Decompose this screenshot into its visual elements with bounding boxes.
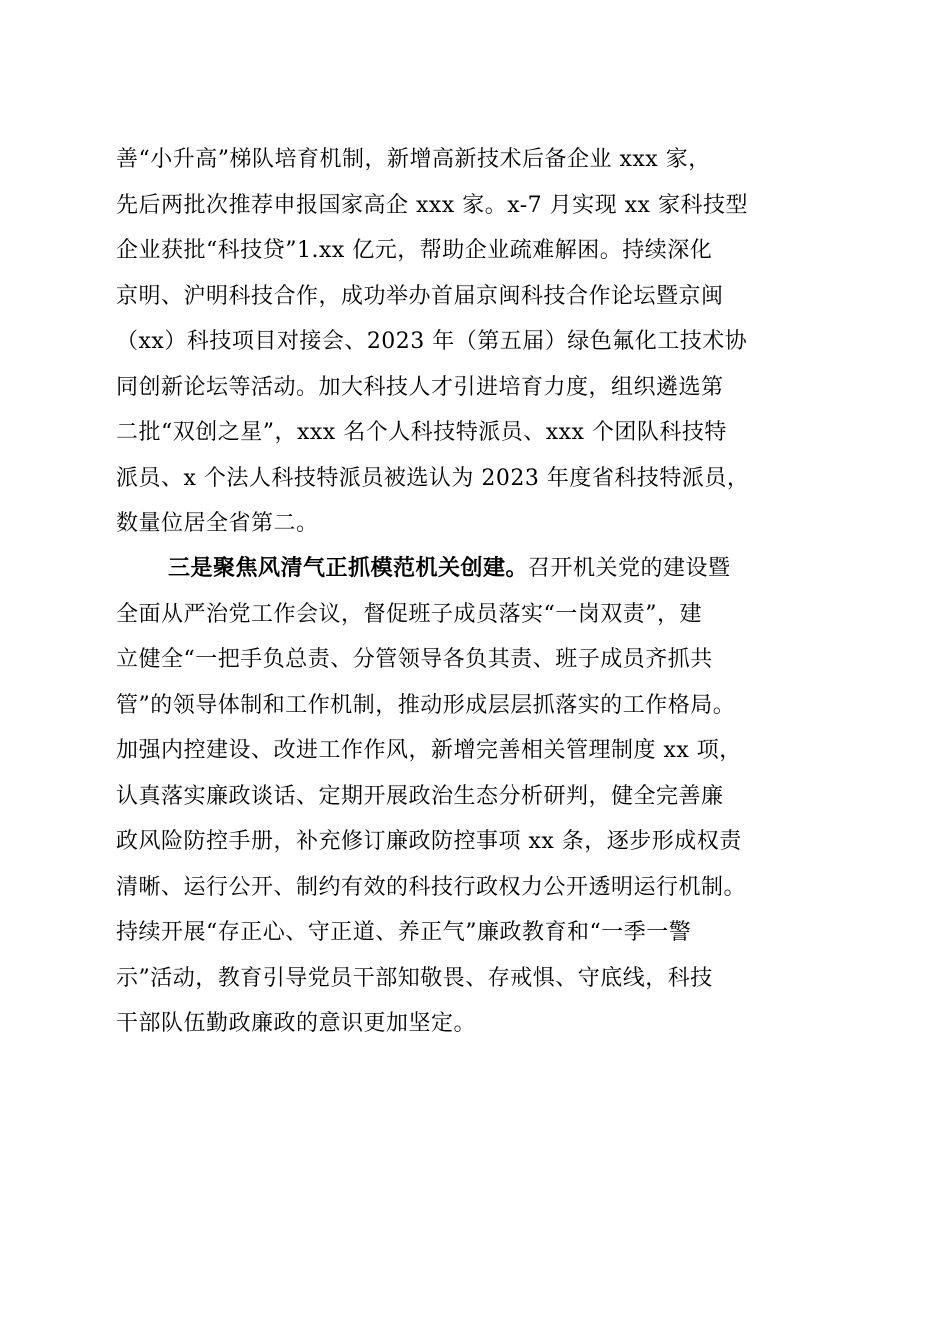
text-line: 认真落实廉政谈话、定期开展政治生态分析研判，健全完善廉	[116, 783, 724, 809]
text-line: 示”活动，教育引导党员干部知敬畏、存戒惧、守底线，科技	[116, 965, 713, 991]
paragraph-first-line	[116, 546, 836, 592]
text-line: 全面从严治党工作会议，督促班子成员落实“一岗双责”，建	[116, 601, 702, 627]
text-line: 干部队伍勤政廉政的意识更加坚定。	[116, 1011, 477, 1036]
text-line: 管”的领导体制和工作机制，推动形成层层抓落实的工作格局。	[116, 692, 736, 718]
text-line: 二批“双创之星”，xxx 名个人科技特派员、xxx 个团队科技特	[116, 420, 727, 445]
heading-continuation: 召开机关党的建设暨	[528, 556, 731, 581]
text-line: 同创新论坛等活动。加大科技人才引进培育力度，组织遴选第	[116, 374, 724, 400]
text-line: 清晰、运行公开、制约有效的科技行政权力公开透明运行机制。	[116, 874, 747, 900]
text-line: 先后两批次推荐申报国家高企 xxx 家。x-7 月实现 xx 家科技型	[116, 192, 748, 218]
text-line: 数量位居全省第二。	[116, 511, 319, 536]
text-line: 善“小升高”梯队培育机制，新增高新技术后备企业 xxx 家，	[116, 147, 711, 172]
text-line: （xx）科技项目对接会、2023 年（第五届）绿色氟化工技术协	[116, 329, 748, 354]
text-line: 政风险防控手册，补充修订廉政防控事项 xx 条，逐步形成权责	[116, 829, 742, 854]
text-line: 派员、x 个法人科技特派员被选认为 2023 年度省科技特派员，	[116, 465, 750, 491]
text-line: 持续开展“存正心、守正道、养正气”廉政教育和“一季一警	[116, 920, 692, 945]
text-line: 加强内控建设、改进工作作风，新增完善相关管理制度 xx 项，	[116, 738, 742, 763]
paragraph-heading: 三是聚焦风清气正抓模范机关创建。	[168, 555, 529, 581]
text-line: 企业获批“科技贷”1.xx 亿元，帮助企业疏难解困。持续深化	[116, 238, 713, 263]
text-line: 立健全“一把手负总责、分管领导各负其责、班子成员齐抓共	[116, 647, 713, 672]
paragraph-tech-enterprise	[116, 137, 836, 547]
paragraph-model-agency	[116, 546, 836, 1047]
text-line: 京明、沪明科技合作，成功举办首届京闽科技合作论坛暨京闽	[116, 283, 724, 309]
